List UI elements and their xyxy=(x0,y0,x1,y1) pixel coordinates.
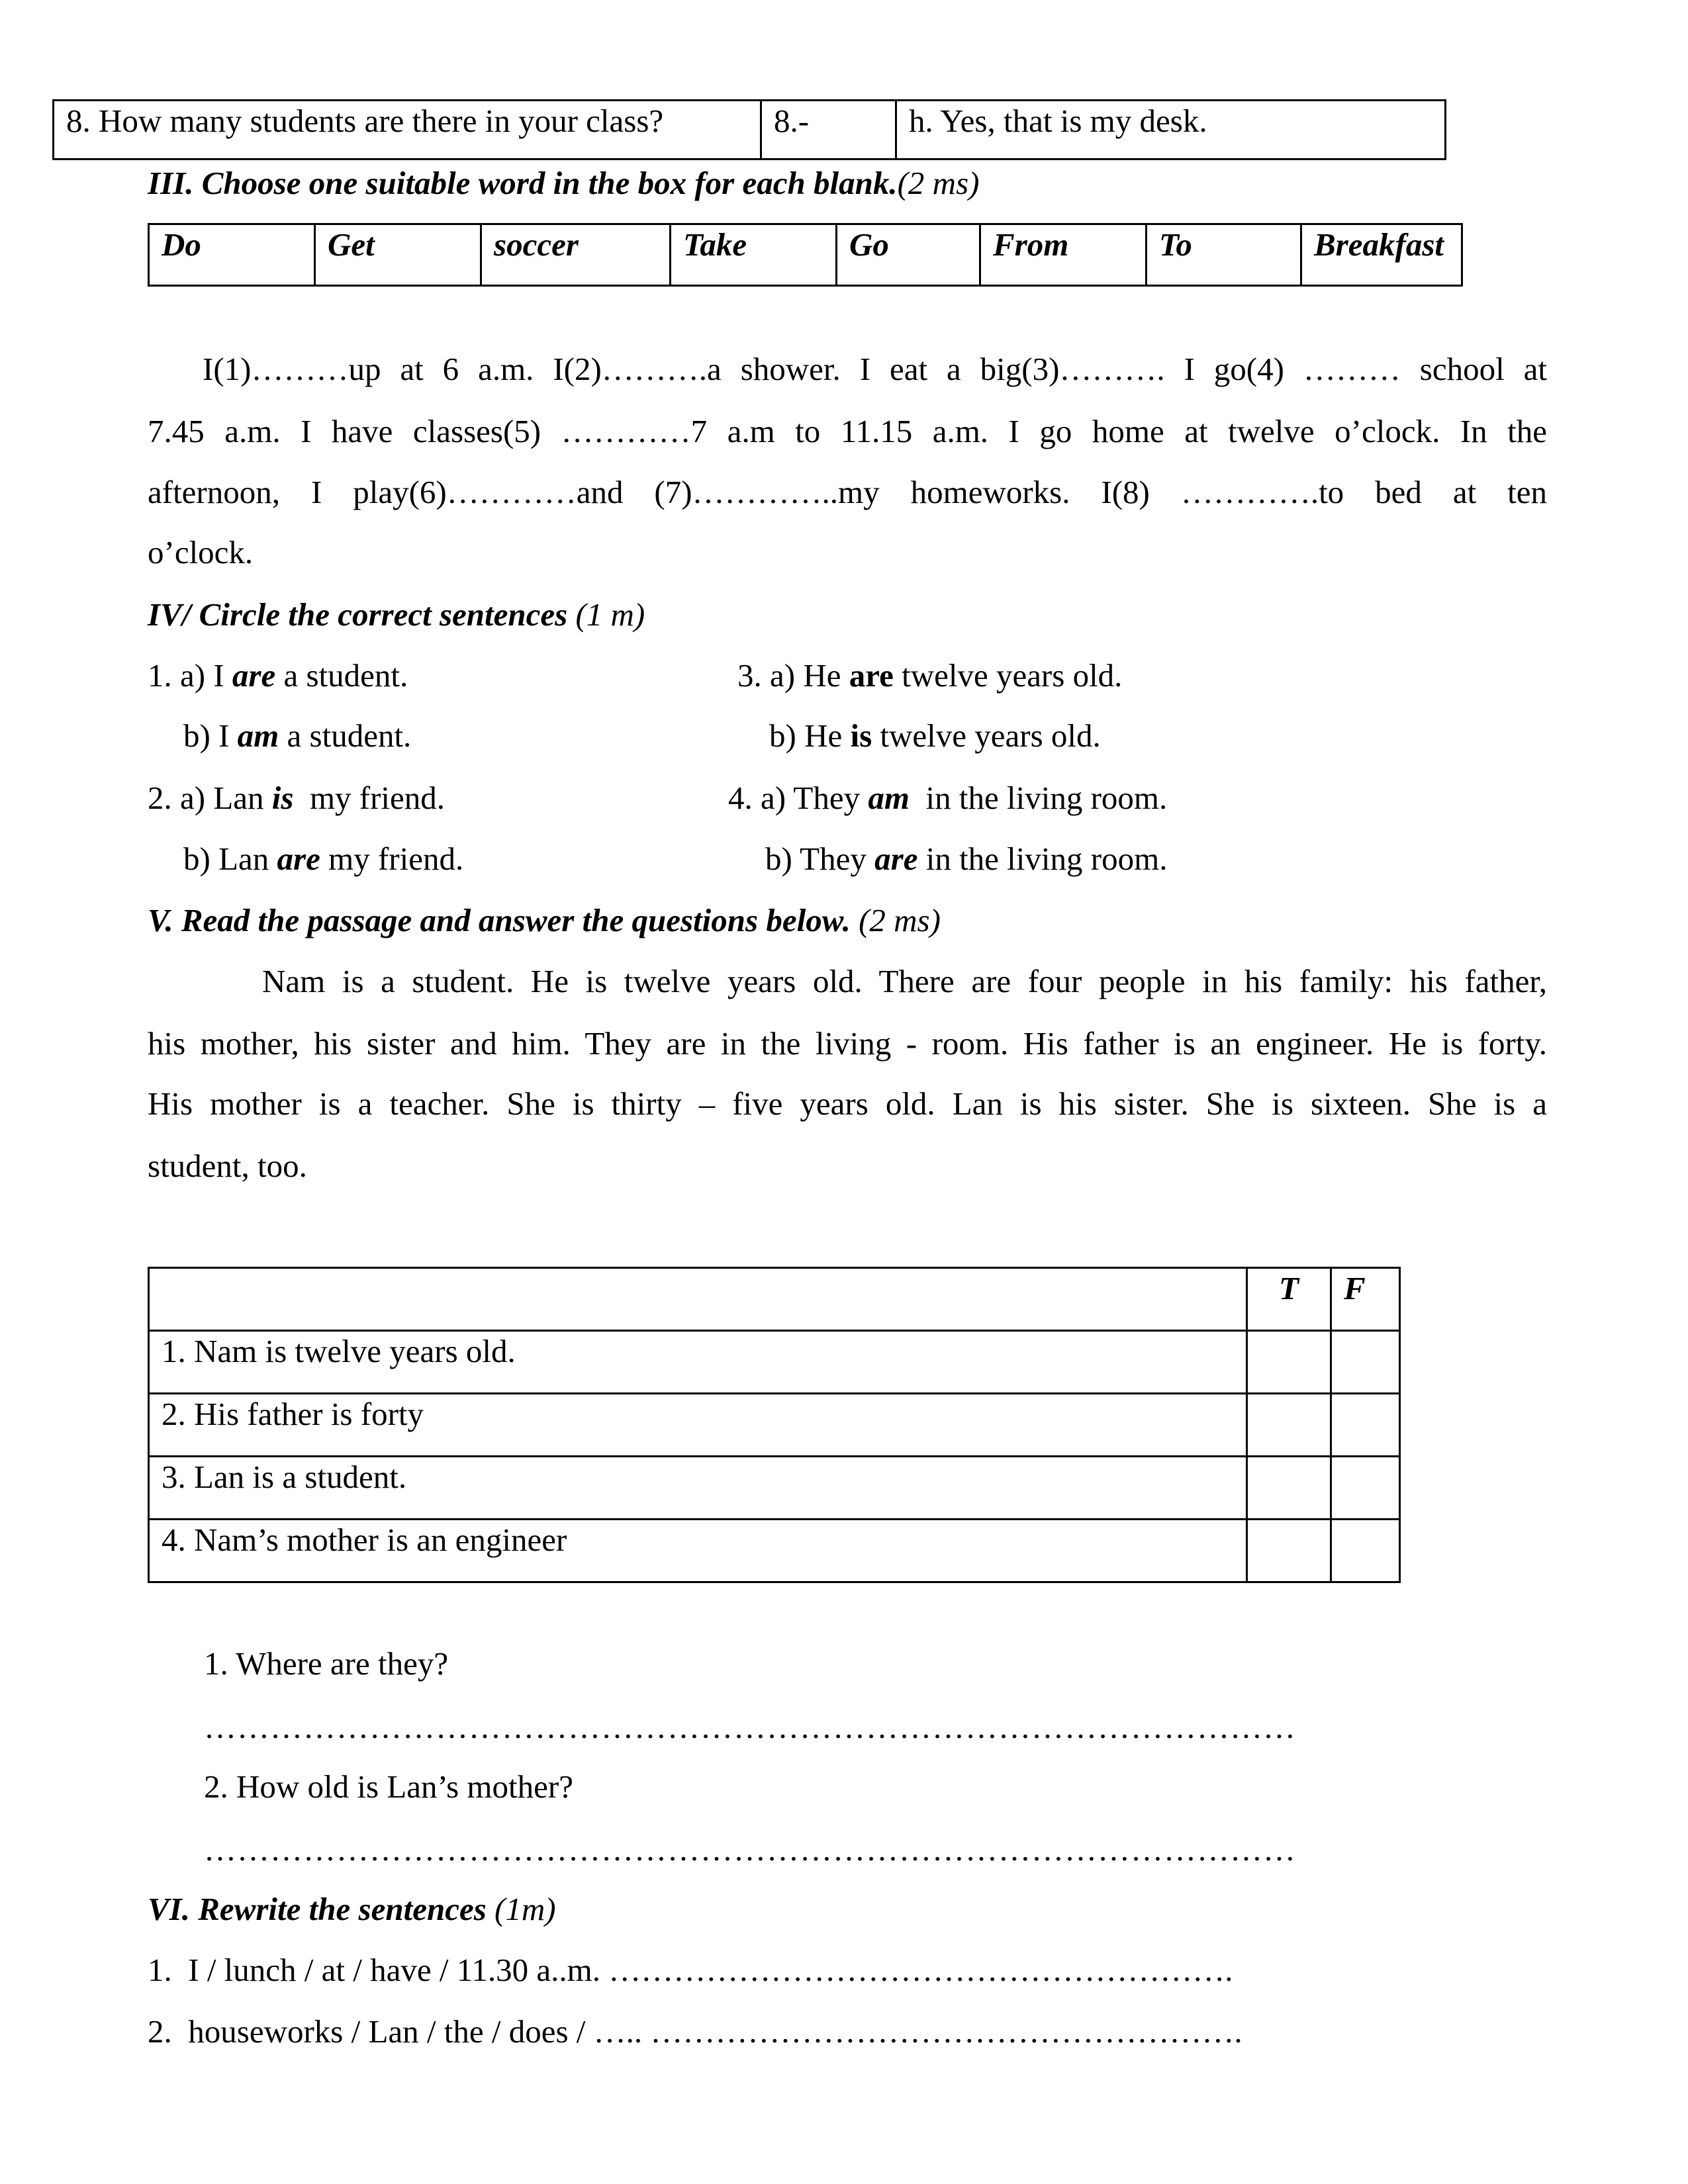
option-verb: is xyxy=(850,717,872,754)
option-pre: b) They xyxy=(765,841,875,877)
circle-option[interactable] xyxy=(737,656,1122,696)
option-pre: 2. a) Lan xyxy=(148,780,272,816)
word-box-item: Get xyxy=(315,224,481,286)
option-pre: 4. a) They xyxy=(728,780,868,816)
heading-marks: (1 m) xyxy=(575,596,645,633)
option-pre: 3. a) He xyxy=(737,657,849,694)
option-pre: 1. a) I xyxy=(148,657,232,694)
heading-marks: (2 ms) xyxy=(897,165,980,201)
circle-option[interactable] xyxy=(728,778,1167,818)
circle-option[interactable] xyxy=(765,839,1167,879)
section5-heading xyxy=(148,901,941,940)
tf-t-cell[interactable] xyxy=(1247,1520,1331,1582)
word-box-item: To xyxy=(1147,224,1301,286)
word-box xyxy=(148,223,1463,287)
word-box-item: From xyxy=(980,224,1147,286)
matching-table xyxy=(52,99,1446,160)
word-box-item: Breakfast xyxy=(1301,224,1462,286)
tf-t-cell[interactable] xyxy=(1247,1394,1331,1457)
section6-heading xyxy=(148,1889,556,1929)
tf-f-cell[interactable] xyxy=(1331,1520,1400,1582)
section4-heading xyxy=(148,595,645,635)
question: 1. Where are they? xyxy=(204,1645,449,1682)
match-option: h. Yes, that is my desk. xyxy=(896,101,1446,159)
option-pre: b) He xyxy=(769,717,851,754)
tf-header-f: F xyxy=(1331,1268,1400,1331)
option-verb: are xyxy=(232,657,276,694)
option-post: twelve years old. xyxy=(872,717,1101,754)
option-verb: am xyxy=(868,780,910,816)
tf-f-cell[interactable] xyxy=(1331,1394,1400,1457)
true-false-table xyxy=(148,1267,1401,1583)
passage3-line: o’clock. xyxy=(148,534,254,570)
option-post: a student. xyxy=(275,657,408,694)
heading-text: VI. Rewrite the sentences xyxy=(148,1891,487,1927)
passage5-line: his mother, his sister and him. They are in the living - room. His father is an engineer. He is forty. xyxy=(148,1025,1547,1062)
circle-option[interactable] xyxy=(148,778,445,818)
option-pre: b) Lan xyxy=(183,841,277,877)
option-post: a student. xyxy=(279,717,412,754)
tf-statement: 2. His father is forty xyxy=(149,1394,1247,1457)
tf-statement: 4. Nam’s mother is an engineer xyxy=(149,1520,1247,1582)
tf-t-cell[interactable] xyxy=(1247,1331,1331,1394)
tf-f-cell[interactable] xyxy=(1331,1457,1400,1520)
option-post: in the living room. xyxy=(910,780,1168,816)
tf-header-blank xyxy=(149,1268,1247,1331)
heading-text: V. Read the passage and answer the questions below. xyxy=(148,902,851,938)
option-post: twelve years old. xyxy=(893,657,1123,694)
option-post: in the living room. xyxy=(917,841,1168,877)
passage3-line: afternoon, I play(6)…………and (7)…………..my homeworks. I(8) ………….to bed at ten xyxy=(148,474,1547,510)
word-box-item: Do xyxy=(149,224,315,286)
passage3-line: I(1)………up at 6 a.m. I(2)……….a shower. I eat a big(3)………. I go(4) ……… school at xyxy=(203,351,1547,387)
heading-marks: (1m) xyxy=(494,1891,556,1927)
circle-option[interactable] xyxy=(183,716,411,756)
option-verb: am xyxy=(237,717,279,754)
rewrite-item[interactable]: 1. I / lunch / at / have / 11.30 a..m. …………………………………………………. xyxy=(148,1952,1233,1988)
circle-option[interactable] xyxy=(183,839,463,879)
passage5-line: His mother is a teacher. She is thirty – five years old. Lan is his sister. She is sixteen. She is a xyxy=(148,1085,1547,1122)
question: 2. How old is Lan’s mother? xyxy=(204,1768,573,1805)
option-verb: are xyxy=(277,841,320,877)
option-post: my friend. xyxy=(320,841,464,877)
circle-option[interactable] xyxy=(769,716,1101,756)
word-box-item: Take xyxy=(671,224,837,286)
passage3-line: 7.45 a.m. I have classes(5) …………7 a.m to 11.15 a.m. I go home at twelve o’clock. In the xyxy=(148,413,1547,449)
section3-heading xyxy=(148,163,979,203)
answer-line[interactable]: ……………………………………………………………………………………… xyxy=(204,1709,1296,1745)
circle-option[interactable] xyxy=(148,656,408,696)
tf-header-t: T xyxy=(1247,1268,1331,1331)
word-box-item: Go xyxy=(837,224,980,286)
word-box-item: soccer xyxy=(481,224,671,286)
match-answer-slot[interactable]: 8.- xyxy=(761,101,896,159)
passage5-line: student, too. xyxy=(148,1148,307,1184)
heading-marks: (2 ms) xyxy=(859,902,941,938)
tf-statement: 1. Nam is twelve years old. xyxy=(149,1331,1247,1394)
rewrite-item[interactable]: 2. houseworks / Lan / the / does / ….. ………………………………………………. xyxy=(148,2013,1243,2050)
heading-text: IV/ Circle the correct sentences xyxy=(148,596,568,633)
answer-line[interactable]: ……………………………………………………………………………………… xyxy=(204,1831,1296,1868)
option-post: my friend. xyxy=(293,780,445,816)
heading-text: III. Choose one suitable word in the box for each blank. xyxy=(148,165,898,201)
match-question: 8. How many students are there in your class? xyxy=(54,101,761,159)
tf-f-cell[interactable] xyxy=(1331,1331,1400,1394)
option-verb: is xyxy=(271,780,294,816)
passage5-line: Nam is a student. He is twelve years old. There are four people in his family: his father, xyxy=(262,963,1547,999)
option-pre: b) I xyxy=(183,717,238,754)
option-verb: are xyxy=(849,657,894,694)
tf-statement: 3. Lan is a student. xyxy=(149,1457,1247,1520)
option-verb: are xyxy=(874,841,918,877)
tf-t-cell[interactable] xyxy=(1247,1457,1331,1520)
